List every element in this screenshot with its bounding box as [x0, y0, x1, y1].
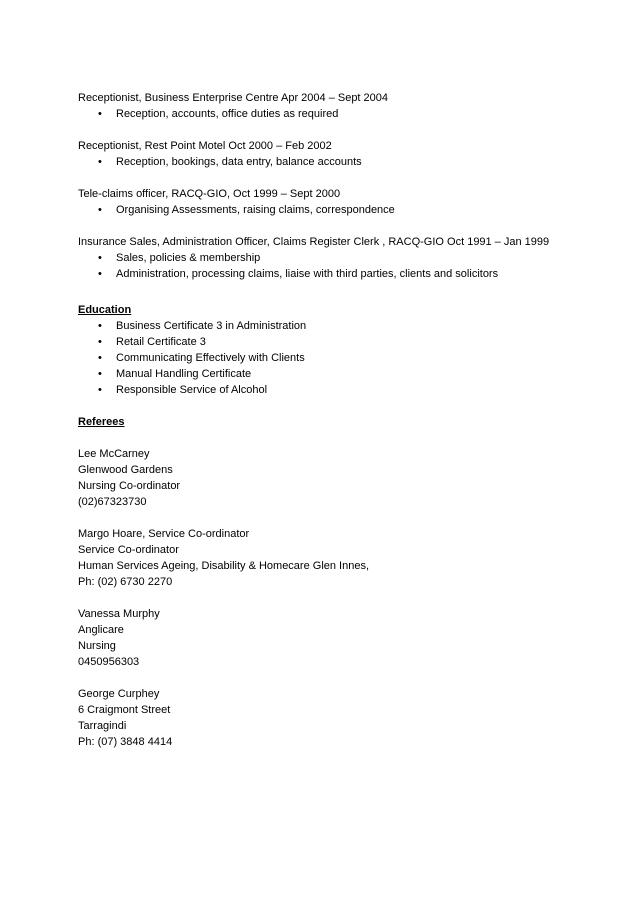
referees-heading: Referees [78, 416, 125, 428]
job-entry [78, 138, 618, 170]
job-duties-list [78, 250, 618, 282]
referee-line: Service Co-ordinator [78, 544, 179, 556]
education-heading: Education [78, 304, 132, 316]
referee-phone: Ph: (07) 3848 4414 [78, 736, 173, 748]
bullet-icon: • [98, 336, 102, 348]
job-entry [78, 186, 618, 218]
referee-line: Nursing Co-ordinator [78, 480, 181, 492]
list-item [78, 350, 618, 366]
resume-page [78, 90, 618, 766]
job-duties-list [78, 154, 618, 170]
referee-phone: (02)67323730 [78, 496, 147, 508]
referee-phone: Ph: (02) 6730 2270 [78, 576, 173, 588]
list-item [78, 318, 618, 334]
referee-name: Lee McCarney [78, 448, 150, 460]
referee-entry [78, 446, 618, 510]
bullet-icon: • [98, 368, 102, 380]
bullet-icon: • [98, 384, 102, 396]
list-item-text: Administration, processing claims, liaise with third parties, clients and solicitors [116, 268, 499, 280]
list-item-text: Organising Assessments, raising claims, correspondence [116, 204, 395, 216]
referee-line: Glenwood Gardens [78, 464, 173, 476]
list-item-text: Reception, accounts, office duties as required [116, 108, 339, 120]
referee-entry [78, 526, 618, 590]
referee-line: Nursing [78, 640, 116, 652]
referee-line: Tarragindi [78, 720, 127, 732]
list-item-text: Sales, policies & membership [116, 252, 261, 264]
bullet-icon: • [98, 352, 102, 364]
list-item-text: Communicating Effectively with Clients [116, 352, 305, 364]
education-list [78, 318, 618, 398]
bullet-icon: • [98, 156, 102, 168]
list-item [78, 382, 618, 398]
job-title: Insurance Sales, Administration Officer, Claims Register Clerk , RACQ-GIO Oct 1991 – Jan 1999 [78, 236, 550, 248]
referee-line: Human Services Ageing, Disability & Homecare Glen Innes, [78, 560, 370, 572]
list-item [78, 334, 618, 350]
list-item-text: Reception, bookings, data entry, balance accounts [116, 156, 362, 168]
list-item [78, 366, 618, 382]
bullet-icon: • [98, 320, 102, 332]
referee-line: Anglicare [78, 624, 124, 636]
list-item-text: Manual Handling Certificate [116, 368, 252, 380]
bullet-icon: • [98, 252, 102, 264]
list-item-text: Business Certificate 3 in Administration [116, 320, 307, 332]
list-item [78, 266, 618, 282]
job-duties-list [78, 202, 618, 218]
referee-line: 6 Craigmont Street [78, 704, 171, 716]
job-title: Receptionist, Rest Point Motel Oct 2000 – Feb 2002 [78, 140, 332, 152]
list-item [78, 202, 618, 218]
referee-phone: 0450956303 [78, 656, 140, 668]
referees-section [78, 414, 618, 750]
list-item [78, 250, 618, 266]
job-title: Tele-claims officer, RACQ-GIO, Oct 1999 – Sept 2000 [78, 188, 341, 200]
list-item-text: Responsible Service of Alcohol [116, 384, 268, 396]
bullet-icon: • [98, 268, 102, 280]
referee-entry [78, 686, 618, 750]
referee-name: George Curphey [78, 688, 160, 700]
spacer [78, 430, 618, 446]
referee-entry [78, 606, 618, 670]
bullet-icon: • [98, 204, 102, 216]
referee-name: Vanessa Murphy [78, 608, 160, 620]
list-item-text: Retail Certificate 3 [116, 336, 206, 348]
referee-name: Margo Hoare, Service Co-ordinator [78, 528, 250, 540]
list-item [78, 106, 618, 122]
job-duties-list [78, 106, 618, 122]
job-entry [78, 90, 618, 122]
job-title: Receptionist, Business Enterprise Centre Apr 2004 – Sept 2004 [78, 92, 389, 104]
education-section [78, 302, 618, 398]
bullet-icon: • [98, 108, 102, 120]
list-item [78, 154, 618, 170]
job-entry [78, 234, 618, 282]
